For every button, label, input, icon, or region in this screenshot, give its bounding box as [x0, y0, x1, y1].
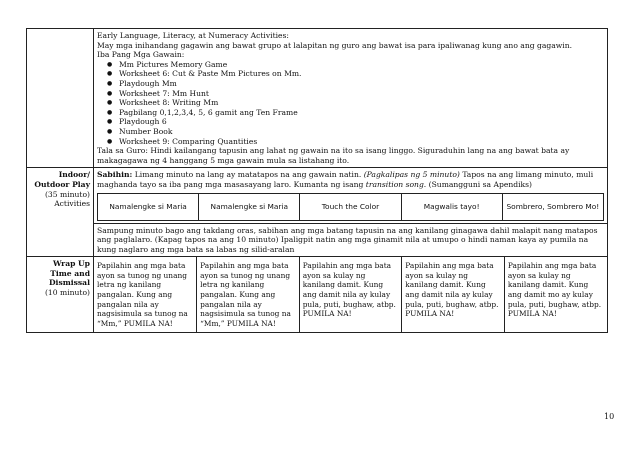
sabihin-text3: (Sumangguni sa Apendiks): [426, 179, 532, 189]
sabihin-text: Limang minuto na lang ay matatapos na ang gawain natin.: [132, 170, 364, 180]
game-cell: Namalengke si Maria: [199, 193, 300, 220]
list-item: ● Worksheet 7: Mm Hunt: [119, 89, 604, 99]
indoor-outdoor-time: (35 minuto): [44, 189, 90, 199]
row-early-language: [27, 29, 608, 168]
list-item: ● Worksheet 9: Comparing Quantities: [119, 137, 604, 147]
wrap-up-time: (10 minuto): [44, 288, 90, 298]
list-item: ● Pagbilang 0,1,2,3,4, 5, 6 gamit ang Ten Frame: [119, 108, 604, 118]
row-indoor-outdoor-play: [27, 168, 608, 223]
indoor-outdoor-label: [27, 168, 94, 257]
sabihin-italic: (Pagkalipas ng 5 minuto): [363, 170, 460, 180]
wrap-up-label: [27, 257, 94, 333]
game-cell: Sombrero, Sombrero Mo!: [502, 193, 603, 220]
closing-paragraph: Sampung minuto bago ang takdang oras, sabihan ang mga batang tapusin na ang kanilang ginagawa dahil malapit nang matapos ang paglalaro. (Kapag tapos na ang 10 minuto) Ipaligpit natin ang mga ginamit nila at umupo o hindi naman kaya ay pumila na kung naglaro ang mga bata sa labas ng silid-aralan: [94, 223, 608, 257]
sabihin-label: Sabihin:: [97, 170, 133, 180]
list-item: ● Playdough 6: [119, 117, 604, 127]
games-table: [97, 193, 604, 221]
wrap-up-cell: Papilahin ang mga bata ayon sa tunog ng unang letra ng kanilang pangalan. Kung ang pangalan nila ay nagsisimula sa tunog na “Mm,” PUMILA NA!: [94, 257, 197, 332]
wrap-up-content: [94, 257, 608, 333]
sabihin-paragraph: [97, 170, 604, 189]
wrap-up-cell: Papilahin ang mga bata ayon sa kulay ng kanilang damit. Kung ang damit nila ay kulay pula, puti, bughaw, atbp. PUMILA NA!: [299, 257, 402, 332]
list-item: ● Worksheet 6: Cut & Paste Mm Pictures on Mm.: [119, 69, 604, 79]
indoor-outdoor-title: Indoor/ Outdoor Play: [34, 170, 90, 189]
list-item: ● Worksheet 8: Writing Mm: [119, 98, 604, 108]
sabihin-text2: Tapos na ang limang minuto, muli maghanda tayo sa iba pang mga masasayang laro. Kumanta ng isang: [97, 170, 594, 189]
game-cell: Touch the Color: [300, 193, 401, 220]
activity-list: [97, 60, 604, 146]
wrap-up-title: Wrap Up Time and Dismissal: [48, 259, 90, 288]
indoor-outdoor-content: [94, 168, 608, 223]
wrap-up-cell: Papilahin ang mga bata ayon sa kulay ng kanilang damit. Kung ang damit nila ay kulay pula, puti, bughaw, atbp. PUMILA NA!: [402, 257, 505, 332]
page-number: 10: [604, 412, 615, 421]
games-row: [98, 193, 604, 220]
row-wrap-up: [27, 257, 608, 333]
song-italic: transition song.: [365, 179, 427, 189]
wrap-up-cell: Papilahin ang mga bata ayon sa tunog ng unang letra ng kanilang pangalan. Kung ang pangalan nila ay nagsisimula sa tunog na “Mm,” PUMILA NA!: [197, 257, 300, 332]
wrap-up-cell: Papilahin ang mga bata ayon sa kulay ng kanilang damit. Kung ang damit mo ay kulay pula, puti, bughaw, atbp. PUMILA NA!: [504, 257, 607, 332]
game-cell: Magwalis tayo!: [401, 193, 502, 220]
row-indoor-closing: [27, 223, 608, 257]
row1-content: [94, 29, 608, 168]
game-cell: Namalengke si Maria: [98, 193, 199, 220]
list-item: ● Number Book: [119, 127, 604, 137]
wrap-up-row: [94, 257, 607, 332]
wrap-up-table: [94, 257, 607, 332]
lesson-plan-table: [26, 28, 608, 333]
indoor-outdoor-activities: Activities: [54, 199, 90, 209]
row1-label: [27, 29, 94, 168]
teacher-note: Tala sa Guro: Hindi kailangang tapusin ang lahat ng gawain na ito sa isang linggo. Siguraduhin lang na ang bawat bata ay makagagawa ng 4 hanggang 5 mga gawain mula sa listahang ito.: [97, 146, 570, 165]
list-item: ● Mm Pictures Memory Game: [119, 60, 604, 70]
activities-intro: May mga inihandang gagawin ang bawat grupo at lalapitan ng guro ang bawat isa para ipaliwanag kung ano ang gagawin.: [97, 40, 573, 50]
list-item: ● Playdough Mm: [119, 79, 604, 89]
activities-title: Early Language, Literacy, at Numeracy Activities:: [97, 31, 289, 40]
list-header: Iba Pang Mga Gawain:: [97, 50, 185, 60]
